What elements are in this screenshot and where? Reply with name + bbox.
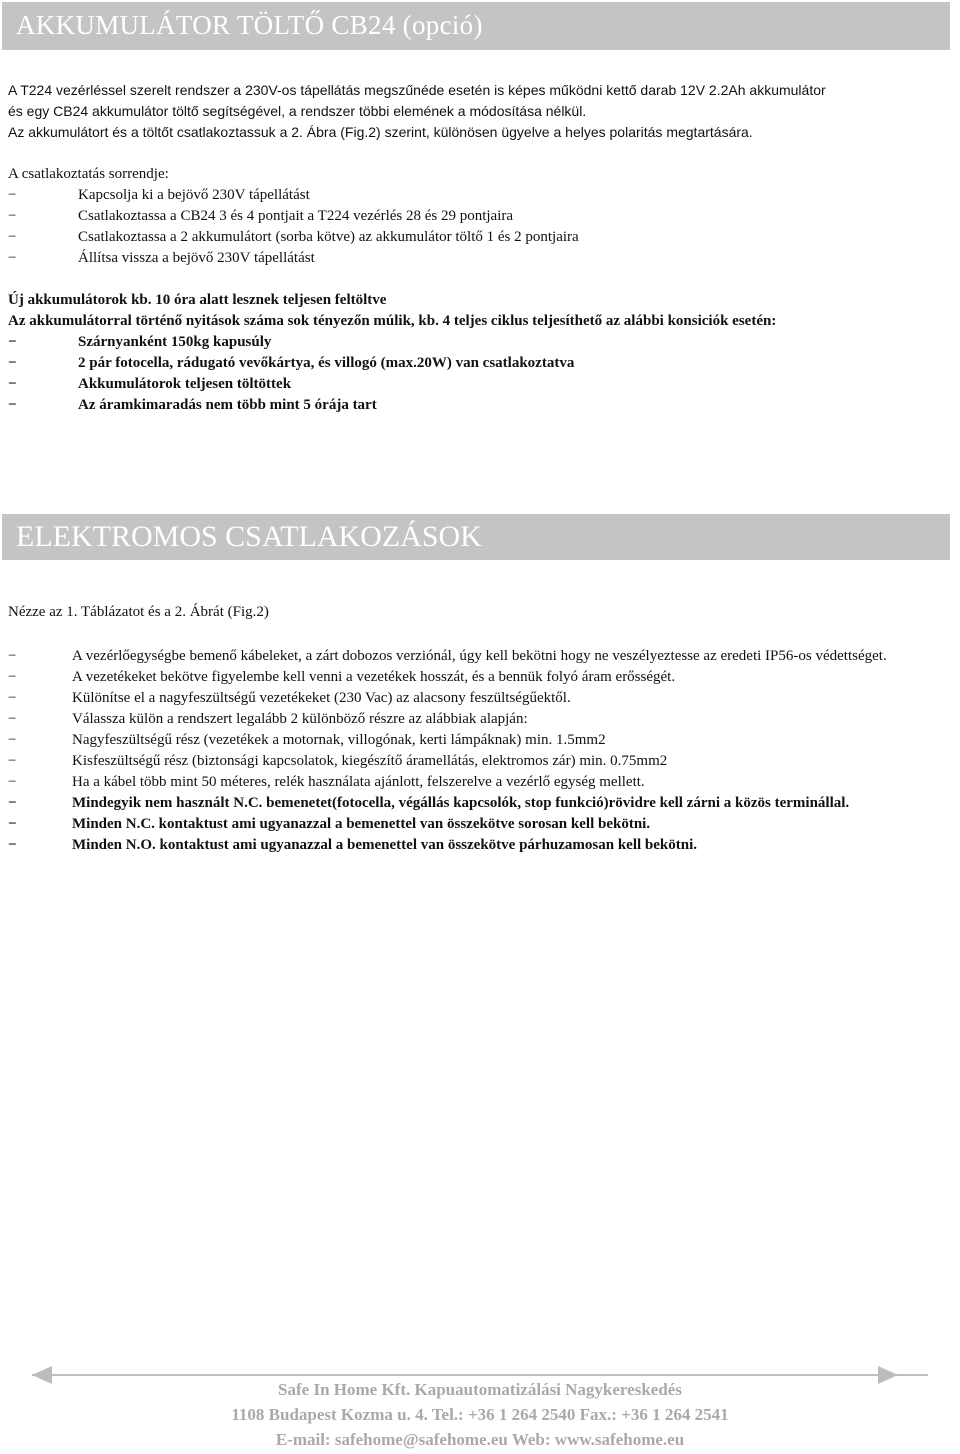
dash-bullet-icon: − <box>8 774 17 790</box>
list-item-text: Kisfeszültségű rész (biztonsági kapcsolatok, kiegészítő áramellátás, elektromos zár) min. 0.75mm2 <box>72 753 668 769</box>
list-item <box>8 793 960 814</box>
list-item <box>8 709 960 730</box>
list-item-text: Kapcsolja ki a bejövő 230V tápellátást <box>78 187 310 203</box>
dash-bullet-icon: − <box>8 732 17 748</box>
dash-bullet-icon: − <box>8 376 17 392</box>
dash-bullet-icon: − <box>8 669 17 685</box>
dash-bullet-icon: − <box>8 250 17 266</box>
section-banner-battery-charger <box>2 2 950 50</box>
dash-bullet-icon: − <box>8 795 17 811</box>
dash-bullet-icon: − <box>8 334 17 350</box>
dash-bullet-icon: − <box>8 837 17 853</box>
list-item <box>8 688 960 709</box>
list-item-text: Állítsa vissza a bejövő 230V tápellátást <box>78 250 315 266</box>
reference-text: Nézze az 1. Táblázatot és a 2. Ábrát (Fig.2) <box>8 604 269 620</box>
list-item-text: Minden N.O. kontaktust ami ugyanazzal a bemenettel van összekötve párhuzamosan kell bekötni. <box>72 837 698 853</box>
dash-bullet-icon: − <box>8 229 17 245</box>
list-item <box>8 374 574 395</box>
list-item <box>8 227 579 248</box>
dash-bullet-icon: − <box>8 816 17 832</box>
intro-line: A T224 vezérléssel szerelt rendszer a 230V-os tápellátás megszűnéde esetén is képes működni kettő darab 12V 2.2Ah akkumulátor <box>8 82 826 98</box>
intro-line: és egy CB24 akkumulátor töltő segítségével, a rendszer többi elemének a módosítása nélkül. <box>8 103 587 119</box>
dash-bullet-icon: − <box>8 187 17 203</box>
list-item <box>8 814 960 835</box>
section-banner-electrical <box>2 514 950 560</box>
list-item <box>8 332 574 353</box>
footer-company: Safe In Home Kft. Kapuautomatizálási Nagykereskedés <box>278 1380 682 1399</box>
list-item-text: Szárnyanként 150kg kapusúly <box>78 334 272 350</box>
section-title: ELEKTROMOS CSATLAKOZÁSOK <box>16 520 482 553</box>
list-item <box>8 353 574 374</box>
list-item <box>8 772 960 793</box>
battery-notes <box>8 290 776 332</box>
connection-order-list <box>8 185 579 269</box>
list-item-text: Ha a kábel több mint 50 méteres, relék használata ajánlott, felszerelve a vezérlő egység mellett. <box>72 774 645 790</box>
battery-conditions-list <box>8 332 574 416</box>
intro-paragraph <box>8 80 826 143</box>
footer-address: 1108 Budapest Kozma u. 4. Tel.: +36 1 264 2540 Fax.: +36 1 264 2541 <box>231 1405 729 1424</box>
list-item-text: Az áramkimaradás nem több mint 5 órája tart <box>78 397 377 413</box>
list-item <box>8 395 574 416</box>
dash-bullet-icon: − <box>8 753 17 769</box>
dash-bullet-icon: − <box>8 690 17 706</box>
list-item-text: Minden N.C. kontaktust ami ugyanazzal a bemenettel van összekötve sorosan kell bekötni. <box>72 816 651 832</box>
list-item <box>8 646 960 667</box>
list-item-text: Nagyfeszültségű rész (vezetékek a motornak, villogónak, kerti lámpáknak) min. 1.5mm2 <box>72 732 606 748</box>
list-item-text: 2 pár fotocella, rádugató vevőkártya, és villogó (max.20W) van csatlakoztatva <box>78 355 575 371</box>
list-item <box>8 248 579 269</box>
battery-note-line: Új akkumulátorok kb. 10 óra alatt lesznek teljesen feltöltve <box>8 292 387 308</box>
list-item-text: Mindegyik nem használt N.C. bemenetet(fotocella, végállás kapcsolók, stop funkció)rövidre kell zárni a közös terminállal. <box>72 795 850 811</box>
intro-line: Az akkumulátort és a töltőt csatlakoztassuk a 2. Ábra (Fig.2) szerint, különösen ügyelve a helyes polaritás megtartására. <box>8 124 753 140</box>
dash-bullet-icon: − <box>8 208 17 224</box>
list-item-text: Csatlakoztassa a CB24 3 és 4 pontjait a T224 vezérlés 28 és 29 pontjaira <box>78 208 514 224</box>
list-item <box>8 206 579 227</box>
list-item-text: Csatlakoztassa a 2 akkumulátort (sorba kötve) az akkumulátor töltő 1 és 2 pontjaira <box>78 229 579 245</box>
list-item-text: A vezérlőegységbe bemenő kábeleket, a zárt dobozos verziónál, úgy kell bekötni hogy ne veszélyeztesse az eredeti IP56-os védettséget. <box>72 648 887 664</box>
list-item-text: A vezetékeket bekötve figyelembe kell venni a vezetékek hosszát, és a bennük folyó áram erősségét. <box>72 669 676 685</box>
dash-bullet-icon: − <box>8 355 17 371</box>
wiring-rules-list <box>8 646 960 856</box>
section-title: AKKUMULÁTOR TÖLTŐ CB24 (opció) <box>16 10 483 40</box>
list-item <box>8 667 960 688</box>
list-item <box>8 185 579 206</box>
list-item <box>8 751 960 772</box>
battery-note-line: Az akkumulátorral történő nyitások száma sok tényezőn múlik, kb. 4 teljes ciklus teljesíthető az alábbi konsiciók esetén: <box>8 313 777 329</box>
dash-bullet-icon: − <box>8 648 17 664</box>
footer-contact: E-mail: safehome@safehome.eu Web: www.safehome.eu <box>275 1430 685 1449</box>
dash-bullet-icon: − <box>8 711 17 727</box>
list-item-text: Akkumulátorok teljesen töltöttek <box>78 376 292 392</box>
dash-bullet-icon: − <box>8 397 17 413</box>
list-item-text: Válassza külön a rendszert legalább 2 különböző részre az alábbiak alapján: <box>72 711 528 727</box>
list-item <box>8 835 960 856</box>
list-item <box>8 730 960 751</box>
connection-order-title: A csatlakoztatás sorrendje: <box>8 166 169 182</box>
footer-divider <box>32 1374 928 1376</box>
list-item-text: Különítse el a nagyfeszültségű vezetékeket (230 Vac) az alacsony feszültségűektől. <box>72 690 571 706</box>
